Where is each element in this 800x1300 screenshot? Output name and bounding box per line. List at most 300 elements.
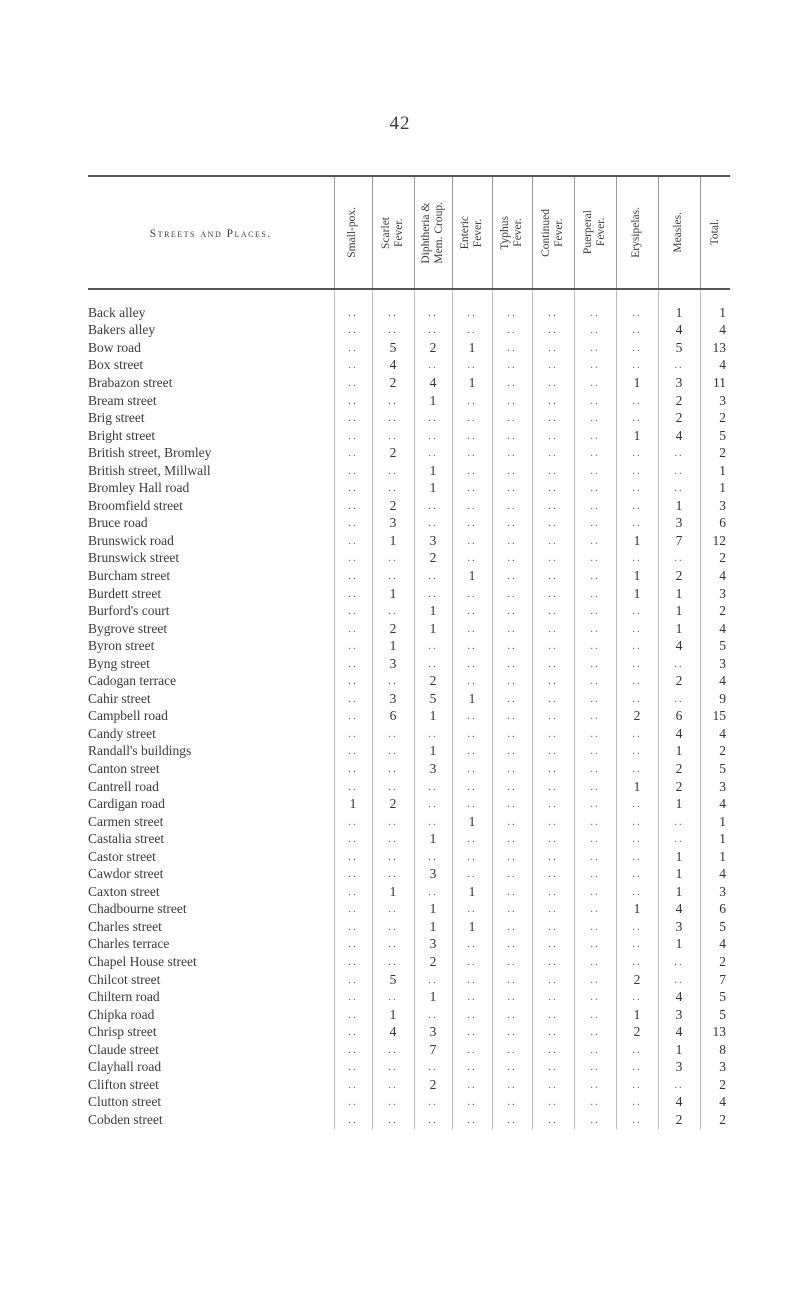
cell-value: .. [414,1006,452,1024]
cell-value: .. [574,620,616,638]
cell-value: .. [574,883,616,901]
cell-value: .. [452,620,492,638]
cell-value: .. [492,637,532,655]
cell-value: .. [334,778,372,796]
table-row [88,322,730,340]
cell-value: .. [414,409,452,427]
cell-value: .. [574,339,616,357]
cell-value: .. [532,672,574,690]
cell-value: .. [372,953,414,971]
cell-value: .. [532,462,574,480]
cell-value: .. [372,550,414,568]
cell-value: .. [492,444,532,462]
cell-value: 4 [414,374,452,392]
table-row [88,708,730,726]
street-name: Chilcot street [88,971,161,987]
disease-table [88,175,730,1129]
cell-value: .. [532,725,574,743]
cell-value: .. [492,339,532,357]
cell-value: .. [334,515,372,533]
table-row [88,936,730,954]
cell-value: .. [616,550,658,568]
cell-value: .. [334,357,372,375]
cell-value: .. [372,304,414,322]
cell-value: .. [372,462,414,480]
cell-value: .. [658,690,700,708]
cell-value: .. [372,1041,414,1059]
cell-value: 1 [658,743,700,761]
cell-value: .. [452,866,492,884]
cell-value: 2 [372,620,414,638]
cell-value: .. [452,550,492,568]
cell-value: .. [574,743,616,761]
cell-value: 3 [658,374,700,392]
table-row [88,1041,730,1059]
cell-value: .. [492,901,532,919]
street-name: British street, Millwall [88,462,211,478]
cell-value: 2 [414,953,452,971]
cell-value: .. [492,725,532,743]
cell-value: .. [334,866,372,884]
cell-value: .. [452,708,492,726]
cell-value: .. [492,848,532,866]
header-scarlet-fever: Scarlet Fever. [372,176,414,289]
cell-value: 2 [719,1111,726,1127]
cell-value: .. [532,427,574,445]
cell-value: .. [658,550,700,568]
cell-value: .. [334,1006,372,1024]
cell-value: .. [492,462,532,480]
cell-value: .. [414,1059,452,1077]
cell-value: 3 [719,392,726,408]
street-name: Cawdor street [88,866,164,882]
street-name: Castor street [88,848,156,864]
street-name: Cadogan terrace [88,673,177,689]
cell-value: .. [414,1094,452,1112]
cell-value: .. [334,409,372,427]
header-diphtheria: Diphtheria & Mem. Croup. [414,176,452,289]
street-name: Chapel House street [88,954,197,969]
street-name: Caxton street [88,883,160,899]
cell-value: .. [334,532,372,550]
cell-value: 12 [712,532,726,548]
cell-value: 2 [616,1023,658,1041]
cell-value: 2 [719,954,726,969]
cell-value: .. [532,708,574,726]
cell-value: .. [492,971,532,989]
cell-value: .. [452,322,492,340]
cell-value: .. [414,725,452,743]
cell-value: 4 [719,322,726,338]
cell-value: 2 [658,778,700,796]
cell-value: 9 [719,690,726,706]
cell-value: .. [532,515,574,533]
cell-value: .. [414,357,452,375]
cell-value: .. [452,462,492,480]
cell-value: 1 [658,1041,700,1059]
cell-value: .. [532,620,574,638]
cell-value: .. [372,848,414,866]
cell-value: 5 [658,339,700,357]
cell-value: 1 [658,497,700,515]
cell-value: .. [616,1094,658,1112]
street-name: Chadbourne street [88,901,187,917]
cell-value: 1 [616,585,658,603]
cell-value: 4 [372,357,414,375]
cell-value: .. [452,725,492,743]
page-number: 42 [389,113,411,134]
cell-value: .. [334,918,372,936]
cell-value: .. [492,795,532,813]
cell-value: .. [574,1041,616,1059]
cell-value: 3 [658,1059,700,1077]
cell-value: .. [574,918,616,936]
cell-value: 1 [452,883,492,901]
cell-value: 1 [658,602,700,620]
cell-value: .. [574,1076,616,1094]
cell-value: .. [574,690,616,708]
cell-value: 2 [719,603,726,619]
street-name: Campbell road [88,708,168,724]
cell-value: 2 [414,1076,452,1094]
cell-value: 15 [712,708,726,724]
cell-value: .. [574,725,616,743]
cell-value: .. [574,708,616,726]
cell-value: 1 [452,567,492,585]
street-name: Chiltern road [88,989,160,1005]
cell-value: 3 [658,515,700,533]
header-continued-fever: Continued Fever. [532,176,574,289]
cell-value: .. [334,392,372,410]
cell-value: .. [334,708,372,726]
table-row [88,778,730,796]
cell-value: 3 [372,655,414,673]
cell-value: 1 [658,883,700,901]
cell-value: 1 [616,427,658,445]
cell-value: .. [452,672,492,690]
cell-value: .. [334,637,372,655]
cell-value: .. [532,1111,574,1129]
cell-value: .. [532,374,574,392]
cell-value: .. [616,918,658,936]
cell-value: .. [372,918,414,936]
cell-value: .. [452,1006,492,1024]
cell-value: 5 [719,1006,726,1022]
cell-value: .. [658,813,700,831]
street-name: Bright street [88,427,156,443]
cell-value: .. [492,953,532,971]
cell-value: 1 [372,1006,414,1024]
cell-value: .. [372,901,414,919]
cell-value: .. [452,409,492,427]
cell-value: .. [492,1006,532,1024]
cell-value: .. [658,479,700,497]
street-name: Back alley [88,304,146,320]
cell-value: .. [492,427,532,445]
cell-value: 6 [719,515,726,531]
cell-value: .. [616,655,658,673]
cell-value: .. [532,866,574,884]
cell-value: .. [658,444,700,462]
cell-value: .. [616,1111,658,1129]
cell-value: .. [616,866,658,884]
cell-value: .. [334,1023,372,1041]
street-name: Brabazon street [88,374,173,390]
street-name: Charles terrace [88,936,170,952]
cell-value: 1 [658,848,700,866]
cell-value: .. [532,585,574,603]
table-row [88,883,730,901]
cell-value: .. [452,953,492,971]
cell-value: .. [334,602,372,620]
cell-value: .. [414,322,452,340]
cell-value: .. [334,339,372,357]
street-name: Randall's buildings [88,743,192,759]
table-row [88,497,730,515]
cell-value: .. [532,1094,574,1112]
cell-value: .. [492,918,532,936]
cell-value: .. [574,848,616,866]
cell-value: .. [532,655,574,673]
cell-value: 4 [658,322,700,340]
cell-value: 5 [719,989,726,1005]
cell-value: .. [334,550,372,568]
street-name: Brunswick street [88,550,180,566]
cell-value: .. [334,322,372,340]
cell-value: 3 [414,760,452,778]
cell-value: .. [492,690,532,708]
table-body [88,289,730,1129]
cell-value: .. [574,1059,616,1077]
table-row [88,655,730,673]
cell-value: 1 [616,374,658,392]
cell-value: 6 [658,708,700,726]
cell-value: .. [574,462,616,480]
cell-value: .. [574,1006,616,1024]
cell-value: .. [616,357,658,375]
cell-value: .. [574,953,616,971]
cell-value: .. [452,655,492,673]
header-erysipelas: Erysipelas. [616,176,658,289]
cell-value: .. [492,830,532,848]
cell-value: .. [492,866,532,884]
cell-value: 3 [719,883,726,899]
header-typhus-fever: Typhus Fever. [492,176,532,289]
cell-value: 1 [616,778,658,796]
cell-value: .. [452,971,492,989]
cell-value: .. [452,1059,492,1077]
cell-value: .. [372,813,414,831]
table-row [88,374,730,392]
cell-value: 1 [452,690,492,708]
cell-value: .. [574,357,616,375]
cell-value: .. [414,444,452,462]
cell-value: 4 [719,673,726,689]
street-name: Broomfield street [88,497,183,513]
cell-value: 2 [658,392,700,410]
street-name: Castalia street [88,831,165,847]
cell-value: .. [532,1023,574,1041]
cell-value: .. [492,479,532,497]
street-name: Cardigan road [88,796,165,812]
table-row [88,953,730,971]
table-row [88,830,730,848]
cell-value: .. [532,322,574,340]
cell-value: .. [492,778,532,796]
cell-value: .. [452,585,492,603]
cell-value: .. [616,602,658,620]
table-row [88,637,730,655]
table-row [88,1023,730,1041]
cell-value: .. [574,1094,616,1112]
cell-value: .. [334,672,372,690]
cell-value: 4 [658,901,700,919]
cell-value: .. [414,883,452,901]
cell-value: .. [372,866,414,884]
cell-value: .. [574,936,616,954]
cell-value: .. [452,988,492,1006]
cell-value: 3 [372,690,414,708]
cell-value: .. [616,392,658,410]
cell-value: 3 [719,1059,726,1075]
street-name: Charles street [88,918,162,934]
table-row [88,620,730,638]
cell-value: .. [658,1076,700,1094]
cell-value: 1 [414,988,452,1006]
cell-value: 6 [372,708,414,726]
cell-value: 1 [658,585,700,603]
cell-value: .. [574,392,616,410]
cell-value: 2 [414,550,452,568]
cell-value: .. [492,532,532,550]
cell-value: 4 [658,988,700,1006]
table-row [88,813,730,831]
street-name: Bow road [88,339,141,355]
cell-value: 11 [713,374,726,390]
cell-value: .. [574,374,616,392]
cell-value: 5 [372,971,414,989]
cell-value: .. [414,515,452,533]
cell-value: .. [574,866,616,884]
street-name: Chrisp street [88,1024,157,1040]
cell-value: .. [452,795,492,813]
table-row [88,743,730,761]
cell-value: .. [574,444,616,462]
cell-value: 1 [658,795,700,813]
cell-value: 1 [414,918,452,936]
table-row [88,848,730,866]
cell-value: .. [334,374,372,392]
cell-value: 5 [719,638,726,654]
cell-value: .. [452,743,492,761]
street-name: Burcham street [88,567,171,583]
cell-value: .. [492,883,532,901]
cell-value: .. [574,813,616,831]
cell-value: .. [616,497,658,515]
cell-value: .. [492,304,532,322]
cell-value: .. [334,444,372,462]
cell-value: .. [372,760,414,778]
cell-value: 2 [372,444,414,462]
cell-value: .. [532,848,574,866]
cell-value: .. [658,953,700,971]
cell-value: 5 [719,918,726,934]
cell-value: .. [492,374,532,392]
cell-value: .. [334,830,372,848]
cell-value: .. [492,1111,532,1129]
cell-value: .. [492,655,532,673]
cell-value: .. [616,322,658,340]
street-name: Cobden street [88,1111,163,1127]
cell-value: 2 [719,410,726,426]
table-row [88,918,730,936]
cell-value: .. [574,322,616,340]
table-row [88,409,730,427]
cell-value: 3 [719,585,726,601]
cell-value: 8 [719,1041,726,1057]
cell-value: 2 [414,672,452,690]
cell-value: 1 [414,392,452,410]
cell-value: .. [616,743,658,761]
street-name: Bygrove street [88,620,168,636]
cell-value: .. [414,1111,452,1129]
header-small-pox: Small-pox. [334,176,372,289]
street-name: Claude street [88,1041,159,1057]
cell-value: .. [492,392,532,410]
table-row [88,567,730,585]
cell-value: .. [452,901,492,919]
cell-value: 2 [372,374,414,392]
cell-value: .. [334,953,372,971]
cell-value: .. [616,462,658,480]
cell-value: 4 [658,427,700,445]
cell-value: .. [574,585,616,603]
cell-value: .. [658,462,700,480]
cell-value: .. [414,795,452,813]
cell-value: .. [574,409,616,427]
cell-value: .. [616,479,658,497]
cell-value: .. [414,585,452,603]
cell-value: .. [334,1111,372,1129]
table-row [88,357,730,375]
cell-value: .. [372,1059,414,1077]
cell-value: 2 [372,497,414,515]
street-name: Canton street [88,760,160,776]
table-row [88,672,730,690]
cell-value: .. [492,988,532,1006]
table-row [88,1111,730,1129]
cell-value: .. [372,479,414,497]
cell-value: .. [334,567,372,585]
cell-value: 2 [616,971,658,989]
cell-value: .. [492,409,532,427]
street-name: Cantrell road [88,778,159,794]
cell-value: .. [414,497,452,515]
cell-value: .. [452,515,492,533]
table-row [88,725,730,743]
cell-value: 7 [658,532,700,550]
cell-value: .. [616,637,658,655]
cell-value: .. [574,655,616,673]
cell-value: .. [372,567,414,585]
cell-value: 4 [719,866,726,882]
cell-value: .. [616,795,658,813]
table-row [88,427,730,445]
cell-value: .. [334,725,372,743]
cell-value: .. [616,339,658,357]
cell-value: .. [658,357,700,375]
cell-value: 3 [719,778,726,794]
